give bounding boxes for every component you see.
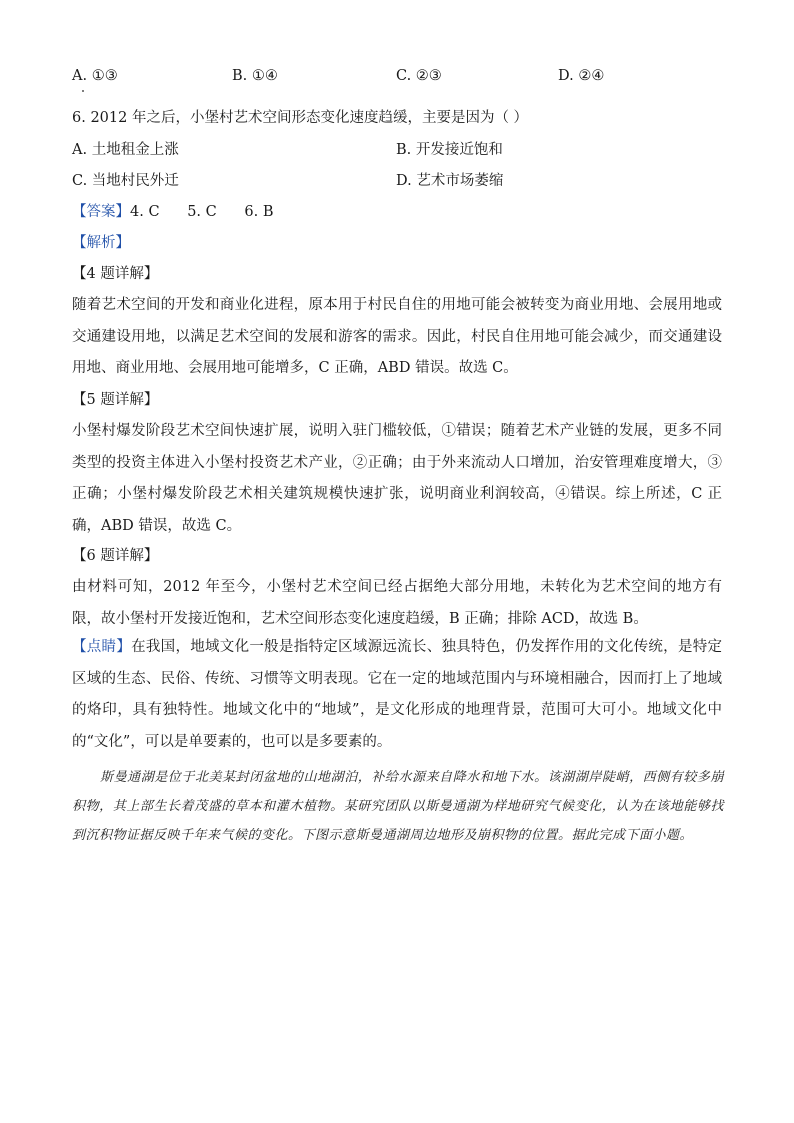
reading-passage: 斯曼通湖是位于北美某封闭盆地的山地湖泊，补给水源来自降水和地下水。该湖湖岸陡峭，西侧有较多崩积物，其上部生长着茂盛的草本和灌木植物。某研究团队以斯曼通湖为样地研究气候变化，认为在该地能够找到沉积物证据反映千年来气候的变化。下图示意斯曼通湖周边地形及崩积物的位置。据此完成下面小题。: [72, 770, 724, 843]
note-tag: 【点睛】: [72, 639, 132, 655]
detail5-tag: 【5 题详解】: [72, 392, 159, 408]
q6-option-d: D. 艺术市场萎缩: [396, 173, 504, 189]
stray-mark: [82, 90, 84, 92]
answer-tag: 【答案】: [72, 204, 130, 220]
analysis-tag: 【解析】: [72, 235, 130, 251]
q5-option-c: C. ②③: [396, 68, 442, 84]
q6-option-b: B. 开发接近饱和: [396, 142, 503, 158]
answer-text: 4. C 5. C 6. B: [130, 204, 274, 220]
note-text: 在我国，地域文化一般是指特定区域源远流长、独具特色，仍发挥作用的文化传统，是特定区域的生态、民俗、传统、习惯等文明表现。它在一定的地域范围内与环境相融合，因而打上了地域的烙印，具有独特性。地域文化中的“地域”，是文化形成的地理背景，范围可大可小。地域文化中的“文化”，可以是单要素的，也可以是多要素的。: [72, 639, 723, 750]
note-paragraph: [72, 632, 722, 758]
detail5-text: 小堡村爆发阶段艺术空间快速扩展，说明入驻门槛较低，①错误；随着艺术产业链的发展，更多不同类型的投资主体进入小堡村投资艺术产业，②正确；由于外来流动人口增加，治安管理难度增大，③正确；小堡村爆发阶段艺术相关建筑规模快速扩张，说明商业利润较高，④错误。综上所述，C 正确，ABD 错误，故选 C。: [72, 423, 722, 534]
q5-option-a: A. ①③: [72, 68, 118, 84]
q6-option-a: A. 土地租金上涨: [72, 142, 179, 158]
q5-option-b: B. ①④: [232, 68, 278, 84]
q6-option-c: C. 当地村民外迁: [72, 173, 179, 189]
detail6-tag: 【6 题详解】: [72, 548, 159, 564]
answer-line: [72, 202, 274, 222]
detail4-text: 随着艺术空间的开发和商业化进程，原本用于村民自住的用地可能会被转变为商业用地、会展用地或交通建设用地，以满足艺术空间的发展和游客的需求。因此，村民自住用地可能会减少，而交通建设用地、商业用地、会展用地可能增多，C 正确，ABD 错误。故选 C。: [72, 297, 722, 376]
q5-option-d: D. ②④: [558, 68, 605, 84]
detail6-text: 由材料可知，2012 年至今，小堡村艺术空间已经占据绝大部分用地，未转化为艺术空间的地方有限，故小堡村开发接近饱和，艺术空间形态变化速度趋缓，B 正确；排除 ACD，故选 B。: [72, 579, 722, 627]
detail4-tag: 【4 题详解】: [72, 266, 159, 282]
q6-stem: 6. 2012 年之后，小堡村艺术空间形态变化速度趋缓，主要是因为（ ）: [72, 110, 529, 126]
